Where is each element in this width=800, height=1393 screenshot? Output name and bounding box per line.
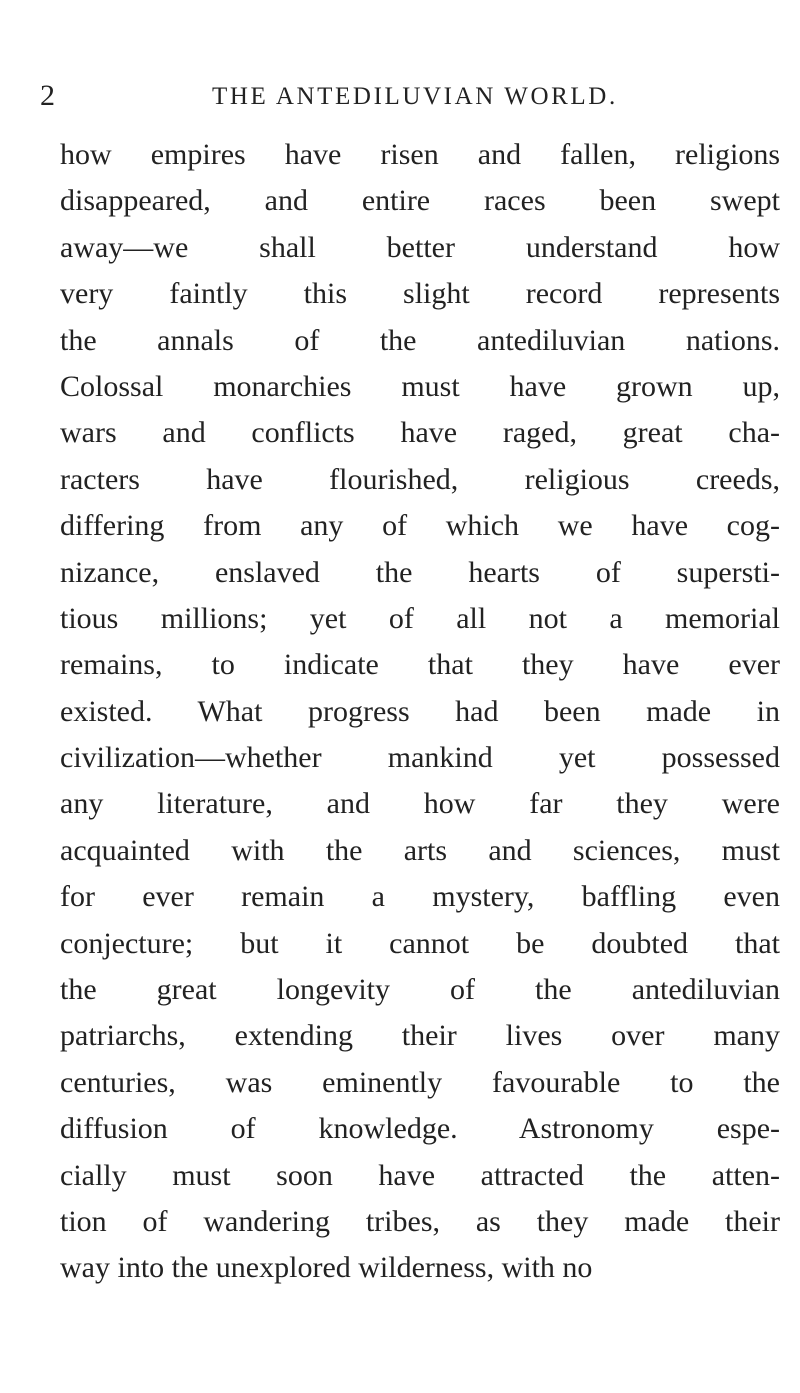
text-line: the great longevity of the antediluvian bbox=[60, 973, 780, 1007]
text-line: civilization—whether mankind yet possessed bbox=[60, 741, 780, 775]
text-line: how empires have risen and fallen, religions bbox=[60, 138, 780, 171]
text-line: remains, to indicate that they have ever bbox=[60, 648, 780, 682]
text-line: acquainted with the arts and sciences, must bbox=[60, 833, 780, 867]
text-line: away—we shall better understand how bbox=[60, 230, 780, 264]
text-line: tion of wandering tribes, as they made their bbox=[60, 1204, 780, 1238]
text-line: for ever remain a mystery, baffling even bbox=[60, 880, 780, 914]
text-line: conjecture; but it cannot be doubted that bbox=[60, 926, 780, 960]
text-line: nizance, enslaved the hearts of supersti- bbox=[60, 555, 780, 589]
text-line: tious millions; yet of all not a memorial bbox=[60, 601, 780, 635]
text-line: way into the unexplored wilderness, with no bbox=[60, 1251, 593, 1285]
text-line: centuries, was eminently favourable to the bbox=[60, 1065, 780, 1099]
body-text bbox=[60, 132, 780, 1292]
text-line: diffusion of knowledge. Astronomy espe- bbox=[60, 1112, 780, 1146]
running-title: THE ANTEDILUVIAN WORLD. bbox=[212, 83, 618, 110]
text-line: wars and conflicts have raged, great cha- bbox=[60, 416, 780, 450]
text-line: disappeared, and entire races been swept bbox=[60, 184, 780, 218]
text-line: any literature, and how far they were bbox=[60, 787, 780, 821]
text-line: patriarchs, extending their lives over many bbox=[60, 1019, 780, 1053]
text-line: the annals of the antediluvian nations. bbox=[60, 323, 780, 357]
text-line: racters have flourished, religious creeds, bbox=[60, 462, 780, 496]
text-line: very faintly this slight record represents bbox=[60, 277, 780, 311]
text-line: Colossal monarchies must have grown up, bbox=[60, 369, 780, 403]
running-head bbox=[40, 78, 760, 114]
text-line: existed. What progress had been made in bbox=[60, 694, 780, 728]
page-number: 2 bbox=[40, 79, 55, 112]
text-line: cially must soon have attracted the atten- bbox=[60, 1158, 780, 1192]
text-line: differing from any of which we have cog- bbox=[60, 509, 780, 543]
